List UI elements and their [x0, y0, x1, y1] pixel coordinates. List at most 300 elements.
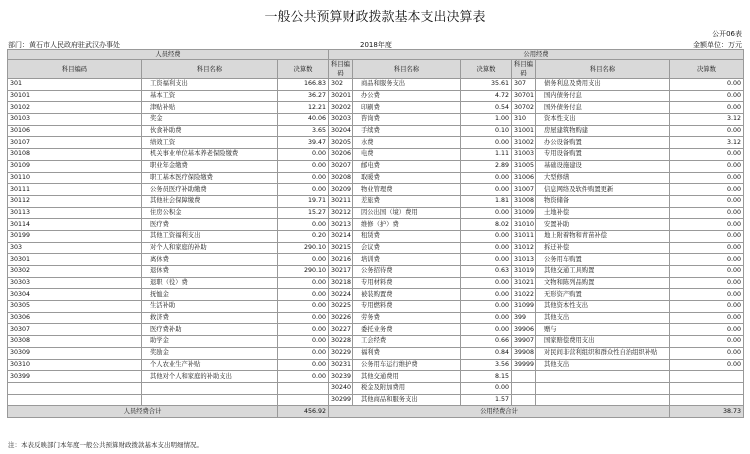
public-name-cell: 办公费 — [353, 90, 461, 102]
public-code-cell: 30217 — [329, 266, 353, 278]
public-name-cell: 国内债务付息 — [536, 90, 670, 102]
table-row — [8, 324, 744, 336]
personnel-name-cell: 其他社会保障缴费 — [142, 195, 278, 207]
report-title: 一般公共预算财政拨款基本支出决算表 — [264, 10, 486, 25]
personnel-name-cell: 奖金 — [142, 114, 278, 126]
table-row — [8, 301, 744, 313]
table-row — [8, 371, 744, 383]
personnel-name-cell: 机关事业单位基本养老保险缴费 — [142, 149, 278, 161]
public-amount-cell: 0.10 — [461, 125, 512, 137]
col-header-name: 科目名称 — [536, 60, 670, 79]
public-name-cell: 邮电费 — [353, 160, 461, 172]
table-row — [8, 207, 744, 219]
public-code-cell: 30212 — [329, 207, 353, 219]
personnel-name-cell: 工资福利支出 — [142, 79, 278, 91]
public-code-cell: 30299 — [329, 394, 353, 406]
public-code-cell: 399 — [512, 312, 536, 324]
personnel-amount-cell: 40.06 — [278, 114, 329, 126]
personnel-amount-cell: 0.00 — [278, 312, 329, 324]
public-amount-cell: 0.00 — [461, 184, 512, 196]
public-amount-cell: 0.00 — [461, 289, 512, 301]
table-row — [8, 254, 744, 266]
public-name-cell: 大型修缮 — [536, 172, 670, 184]
personnel-amount-cell: 290.10 — [278, 242, 329, 254]
public-name-cell — [536, 382, 670, 394]
personnel-name-cell: 职工基本医疗保险缴费 — [142, 172, 278, 184]
public-name-cell: 其他交通费用 — [353, 371, 461, 383]
public-amount-cell: 2.89 — [461, 160, 512, 172]
public-amount-cell: 0.00 — [670, 254, 744, 266]
personnel-name-cell: 其他对个人和家庭的补助支出 — [142, 371, 278, 383]
table-row — [8, 79, 744, 91]
public-name-cell: 水费 — [353, 137, 461, 149]
personnel-amount-cell: 0.00 — [278, 347, 329, 359]
public-code-cell: 30208 — [329, 172, 353, 184]
table-row — [8, 219, 744, 231]
public-name-cell: 办公设备购置 — [536, 137, 670, 149]
public-name-cell: 基础设施建设 — [536, 160, 670, 172]
public-code-cell: 31021 — [512, 277, 536, 289]
public-amount-cell: 0.00 — [670, 195, 744, 207]
public-amount-cell: 0.00 — [461, 172, 512, 184]
public-code-cell: 30240 — [329, 382, 353, 394]
public-code-cell: 30209 — [329, 184, 353, 196]
public-amount-cell: 0.00 — [670, 184, 744, 196]
public-amount-cell: 0.00 — [670, 207, 744, 219]
personnel-amount-cell: 0.00 — [278, 160, 329, 172]
personnel-code-cell: 30399 — [8, 371, 142, 383]
public-code-cell: 31013 — [512, 254, 536, 266]
table-row — [8, 312, 744, 324]
public-code-cell: 39906 — [512, 324, 536, 336]
public-code-cell: 31003 — [512, 149, 536, 161]
personnel-code-cell: 30111 — [8, 184, 142, 196]
public-amount-cell: 0.00 — [670, 102, 744, 114]
public-code-cell: 302 — [329, 79, 353, 91]
public-code-cell: 30231 — [329, 359, 353, 371]
public-code-cell: 30224 — [329, 289, 353, 301]
public-code-cell: 30201 — [329, 90, 353, 102]
public-amount-cell: 0.66 — [461, 336, 512, 348]
public-code-cell: 30215 — [329, 242, 353, 254]
personnel-code-cell: 301 — [8, 79, 142, 91]
personnel-amount-cell: 15.27 — [278, 207, 329, 219]
public-name-cell: 土地补偿 — [536, 207, 670, 219]
personnel-code-cell: 30308 — [8, 336, 142, 348]
public-group-header: 公用经费 — [329, 50, 744, 60]
public-amount-cell: 4.72 — [461, 90, 512, 102]
public-amount-cell: 0.00 — [670, 149, 744, 161]
table-row — [8, 184, 744, 196]
table-row — [8, 336, 744, 348]
personnel-name-cell: 医疗费补助 — [142, 324, 278, 336]
public-name-cell: 税金及附加费用 — [353, 382, 461, 394]
public-name-cell: 其他支出 — [536, 312, 670, 324]
personnel-code-cell: 303 — [8, 242, 142, 254]
public-code-cell: 30207 — [329, 160, 353, 172]
public-amount-cell — [670, 382, 744, 394]
public-name-cell: 差旅费 — [353, 195, 461, 207]
public-code-cell: 310 — [512, 114, 536, 126]
col-header-code: 科目编码 — [512, 60, 536, 79]
personnel-code-cell: 30106 — [8, 125, 142, 137]
public-code-cell: 307 — [512, 79, 536, 91]
public-name-cell: 物资储备 — [536, 195, 670, 207]
personnel-amount-cell: 0.00 — [278, 324, 329, 336]
public-amount-cell: 0.00 — [670, 324, 744, 336]
table-row — [8, 90, 744, 102]
personnel-code-cell: 30103 — [8, 114, 142, 126]
personnel-amount-cell: 0.00 — [278, 172, 329, 184]
personnel-code-cell: 30112 — [8, 195, 142, 207]
public-code-cell: 30229 — [329, 347, 353, 359]
expenditure-table — [7, 49, 744, 418]
personnel-group-header: 人员经费 — [8, 50, 329, 60]
public-name-cell: 维修（护）费 — [353, 219, 461, 231]
col-header-amount: 决算数 — [461, 60, 512, 79]
public-name-cell: 物业管理费 — [353, 184, 461, 196]
personnel-amount-cell: 0.00 — [278, 289, 329, 301]
public-name-cell: 专用设备购置 — [536, 149, 670, 161]
personnel-name-cell: 职业年金缴费 — [142, 160, 278, 172]
personnel-name-cell: 个人农业生产补贴 — [142, 359, 278, 371]
public-amount-cell: 0.00 — [670, 336, 744, 348]
public-amount-cell: 0.00 — [670, 242, 744, 254]
personnel-code-cell: 30310 — [8, 359, 142, 371]
public-amount-cell: 0.00 — [670, 79, 744, 91]
public-name-cell: 其他资本性支出 — [536, 301, 670, 313]
public-amount-cell: 0.00 — [670, 301, 744, 313]
personnel-amount-cell: 0.00 — [278, 219, 329, 231]
personnel-code-cell — [8, 394, 142, 406]
public-code-cell: 39908 — [512, 347, 536, 359]
table-row — [8, 125, 744, 137]
personnel-name-cell: 退休费 — [142, 266, 278, 278]
personnel-name-cell: 对个人和家庭的补助 — [142, 242, 278, 254]
personnel-code-cell: 30108 — [8, 149, 142, 161]
public-code-cell: 31008 — [512, 195, 536, 207]
personnel-code-cell — [8, 382, 142, 394]
public-code-cell: 30213 — [329, 219, 353, 231]
public-code-cell: 30211 — [329, 195, 353, 207]
personnel-amount-cell — [278, 382, 329, 394]
public-amount-cell: 0.00 — [461, 382, 512, 394]
public-amount-cell: 0.00 — [461, 207, 512, 219]
public-name-cell: 无形资产购置 — [536, 289, 670, 301]
table-row — [8, 149, 744, 161]
table-row — [8, 230, 744, 242]
personnel-name-cell: 绩效工资 — [142, 137, 278, 149]
public-name-cell: 地上附着物和青苗补偿 — [536, 230, 670, 242]
public-amount-cell: 3.12 — [670, 114, 744, 126]
public-code-cell: 31010 — [512, 219, 536, 231]
col-header-name: 科目名称 — [142, 60, 278, 79]
public-code-cell: 30702 — [512, 102, 536, 114]
personnel-name-cell: 奖励金 — [142, 347, 278, 359]
public-amount-cell: 0.00 — [670, 172, 744, 184]
table-row — [8, 160, 744, 172]
public-amount-cell: 35.61 — [461, 79, 512, 91]
personnel-code-cell: 30303 — [8, 277, 142, 289]
personnel-name-cell: 医疗费 — [142, 219, 278, 231]
personnel-name-cell — [142, 394, 278, 406]
footnote: 注：本表反映部门本年度一般公共预算财政拨款基本支出明细情况。 — [8, 441, 203, 449]
public-code-cell: 30202 — [329, 102, 353, 114]
personnel-name-cell: 基本工资 — [142, 90, 278, 102]
personnel-amount-cell: 0.00 — [278, 254, 329, 266]
public-name-cell: 拆迁补偿 — [536, 242, 670, 254]
public-code-cell: 30205 — [329, 137, 353, 149]
public-name-cell: 其他交通工具购置 — [536, 266, 670, 278]
personnel-name-cell: 助学金 — [142, 336, 278, 348]
public-name-cell: 福利费 — [353, 347, 461, 359]
public-name-cell: 专用材料费 — [353, 277, 461, 289]
public-name-cell: 房屋建筑物购建 — [536, 125, 670, 137]
public-name-cell: 培训费 — [353, 254, 461, 266]
public-amount-cell: 0.00 — [670, 90, 744, 102]
public-name-cell — [536, 394, 670, 406]
public-name-cell: 债务利息及费用支出 — [536, 79, 670, 91]
public-name-cell: 商品和服务支出 — [353, 79, 461, 91]
public-amount-cell: 0.00 — [670, 266, 744, 278]
personnel-name-cell: 住房公积金 — [142, 207, 278, 219]
personnel-total-value: 456.92 — [278, 406, 329, 418]
group-header-row — [8, 50, 744, 60]
personnel-amount-cell: 0.00 — [278, 336, 329, 348]
personnel-name-cell: 生活补助 — [142, 301, 278, 313]
personnel-amount-cell: 3.65 — [278, 125, 329, 137]
public-amount-cell: 0.00 — [461, 277, 512, 289]
public-code-cell: 39999 — [512, 359, 536, 371]
public-code-cell: 31007 — [512, 184, 536, 196]
public-amount-cell: 0.00 — [670, 277, 744, 289]
table-row — [8, 102, 744, 114]
personnel-amount-cell: 19.71 — [278, 195, 329, 207]
table-row — [8, 347, 744, 359]
table-row — [8, 266, 744, 278]
personnel-amount-cell: 166.83 — [278, 79, 329, 91]
public-code-cell: 31099 — [512, 301, 536, 313]
public-code-cell: 31002 — [512, 137, 536, 149]
col-header-amount: 决算数 — [670, 60, 744, 79]
public-amount-cell: 0.63 — [461, 266, 512, 278]
public-name-cell: 其他支出 — [536, 359, 670, 371]
department-label: 部门：黄石市人民政府驻武汉办事处 — [8, 41, 120, 49]
table-row — [8, 394, 744, 406]
table-row — [8, 359, 744, 371]
public-name-cell: 被装购置费 — [353, 289, 461, 301]
public-amount-cell — [670, 371, 744, 383]
public-amount-cell: 1.11 — [461, 149, 512, 161]
public-amount-cell — [670, 394, 744, 406]
table-row — [8, 195, 744, 207]
personnel-name-cell: 伙食补助费 — [142, 125, 278, 137]
public-total-value: 38.73 — [670, 406, 744, 418]
unit-label: 金额单位：万元 — [693, 41, 742, 49]
public-code-cell: 30225 — [329, 301, 353, 313]
public-code-cell: 30204 — [329, 125, 353, 137]
public-amount-cell: 1.00 — [461, 114, 512, 126]
public-name-cell: 安置补助 — [536, 219, 670, 231]
personnel-code-cell: 30305 — [8, 301, 142, 313]
public-name-cell: 文物和陈列品购置 — [536, 277, 670, 289]
personnel-name-cell: 救济费 — [142, 312, 278, 324]
personnel-name-cell: 退职（役）费 — [142, 277, 278, 289]
personnel-name-cell: 抚恤金 — [142, 289, 278, 301]
public-code-cell — [512, 371, 536, 383]
public-name-cell: 公务用车运行维护费 — [353, 359, 461, 371]
table-row — [8, 289, 744, 301]
public-name-cell: 电费 — [353, 149, 461, 161]
public-amount-cell: 0.00 — [461, 254, 512, 266]
personnel-code-cell: 30199 — [8, 230, 142, 242]
personnel-amount-cell: 290.10 — [278, 266, 329, 278]
public-code-cell: 30701 — [512, 90, 536, 102]
public-name-cell: 对民间非营利组织和群众性自治组织补贴 — [536, 347, 670, 359]
totals-row — [8, 406, 744, 418]
public-name-cell: 取暖费 — [353, 172, 461, 184]
personnel-code-cell: 30109 — [8, 160, 142, 172]
personnel-code-cell: 30304 — [8, 289, 142, 301]
public-amount-cell: 3.56 — [461, 359, 512, 371]
personnel-code-cell: 30307 — [8, 324, 142, 336]
public-name-cell: 印刷费 — [353, 102, 461, 114]
personnel-amount-cell: 0.00 — [278, 371, 329, 383]
public-amount-cell: 0.54 — [461, 102, 512, 114]
public-amount-cell: 0.00 — [670, 312, 744, 324]
public-name-cell: 信息网络及软件购置更新 — [536, 184, 670, 196]
public-name-cell — [536, 371, 670, 383]
col-header-code: 科目编码 — [329, 60, 353, 79]
public-amount-cell: 0.84 — [461, 347, 512, 359]
public-amount-cell: 0.00 — [670, 160, 744, 172]
public-amount-cell: 1.57 — [461, 394, 512, 406]
personnel-name-cell: 津贴补贴 — [142, 102, 278, 114]
personnel-amount-cell: 0.00 — [278, 184, 329, 196]
public-amount-cell: 0.00 — [461, 301, 512, 313]
table-row — [8, 242, 744, 254]
personnel-code-cell: 30302 — [8, 266, 142, 278]
col-header-name: 科目名称 — [353, 60, 461, 79]
public-name-cell: 因公出国（境）费用 — [353, 207, 461, 219]
public-code-cell — [512, 394, 536, 406]
public-amount-cell: 3.12 — [670, 137, 744, 149]
public-name-cell: 租赁费 — [353, 230, 461, 242]
table-row — [8, 277, 744, 289]
personnel-name-cell: 其他工资福利支出 — [142, 230, 278, 242]
public-name-cell: 委托业务费 — [353, 324, 461, 336]
public-code-cell: 30206 — [329, 149, 353, 161]
personnel-amount-cell: 36.27 — [278, 90, 329, 102]
public-name-cell: 咨询费 — [353, 114, 461, 126]
personnel-amount-cell: 39.47 — [278, 137, 329, 149]
personnel-amount-cell: 0.20 — [278, 230, 329, 242]
personnel-code-cell: 30309 — [8, 347, 142, 359]
public-code-cell: 31006 — [512, 172, 536, 184]
personnel-code-cell: 30114 — [8, 219, 142, 231]
personnel-code-cell: 30301 — [8, 254, 142, 266]
form-number: 公开06表 — [712, 30, 742, 38]
public-code-cell: 30227 — [329, 324, 353, 336]
year-label: 2018年度 — [360, 41, 392, 49]
public-amount-cell: 0.00 — [461, 230, 512, 242]
public-code-cell: 30218 — [329, 277, 353, 289]
public-code-cell: 30228 — [329, 336, 353, 348]
personnel-name-cell: 离休费 — [142, 254, 278, 266]
public-amount-cell: 0.00 — [670, 219, 744, 231]
public-name-cell: 国家赔偿费用支出 — [536, 336, 670, 348]
public-amount-cell: 0.00 — [670, 230, 744, 242]
public-amount-cell: 0.00 — [461, 242, 512, 254]
public-name-cell: 公务招待费 — [353, 266, 461, 278]
public-amount-cell: 0.00 — [670, 289, 744, 301]
col-header-amount: 决算数 — [278, 60, 329, 79]
public-name-cell: 工会经费 — [353, 336, 461, 348]
personnel-amount-cell: 0.00 — [278, 149, 329, 161]
personnel-total-label: 人员经费合计 — [8, 406, 278, 418]
public-code-cell: 31009 — [512, 207, 536, 219]
public-name-cell: 资本性支出 — [536, 114, 670, 126]
public-code-cell: 31022 — [512, 289, 536, 301]
public-code-cell: 30239 — [329, 371, 353, 383]
column-header-row — [8, 60, 744, 79]
public-amount-cell: 0.00 — [461, 312, 512, 324]
col-header-code: 科目编码 — [8, 60, 142, 79]
public-code-cell: 31005 — [512, 160, 536, 172]
public-code-cell: 31011 — [512, 230, 536, 242]
public-code-cell: 30216 — [329, 254, 353, 266]
personnel-code-cell: 30101 — [8, 90, 142, 102]
personnel-amount-cell: 12.21 — [278, 102, 329, 114]
public-amount-cell: 0.00 — [461, 324, 512, 336]
public-name-cell: 国外债务付息 — [536, 102, 670, 114]
personnel-code-cell: 30306 — [8, 312, 142, 324]
public-code-cell: 30203 — [329, 114, 353, 126]
public-name-cell: 会议费 — [353, 242, 461, 254]
public-amount-cell: 0.00 — [670, 359, 744, 371]
table-row — [8, 137, 744, 149]
public-amount-cell: 8.15 — [461, 371, 512, 383]
public-amount-cell: 1.81 — [461, 195, 512, 207]
public-name-cell: 手续费 — [353, 125, 461, 137]
public-name-cell: 专用燃料费 — [353, 301, 461, 313]
personnel-code-cell: 30113 — [8, 207, 142, 219]
personnel-amount-cell: 0.00 — [278, 359, 329, 371]
public-code-cell: 31001 — [512, 125, 536, 137]
public-name-cell: 公务用车购置 — [536, 254, 670, 266]
public-code-cell: 30226 — [329, 312, 353, 324]
personnel-code-cell: 30107 — [8, 137, 142, 149]
public-code-cell — [512, 382, 536, 394]
public-code-cell: 39907 — [512, 336, 536, 348]
personnel-amount-cell — [278, 394, 329, 406]
public-amount-cell: 0.00 — [670, 347, 744, 359]
public-code-cell: 31019 — [512, 266, 536, 278]
table-row — [8, 172, 744, 184]
personnel-name-cell: 公务员医疗补助缴费 — [142, 184, 278, 196]
public-amount-cell: 0.00 — [670, 125, 744, 137]
public-name-cell: 其他商品和服务支出 — [353, 394, 461, 406]
public-amount-cell: 0.00 — [461, 137, 512, 149]
personnel-amount-cell: 0.00 — [278, 301, 329, 313]
public-code-cell: 30214 — [329, 230, 353, 242]
personnel-code-cell: 30102 — [8, 102, 142, 114]
personnel-code-cell: 30110 — [8, 172, 142, 184]
personnel-name-cell — [142, 382, 278, 394]
table-row — [8, 382, 744, 394]
public-name-cell: 赠与 — [536, 324, 670, 336]
public-amount-cell: 8.02 — [461, 219, 512, 231]
